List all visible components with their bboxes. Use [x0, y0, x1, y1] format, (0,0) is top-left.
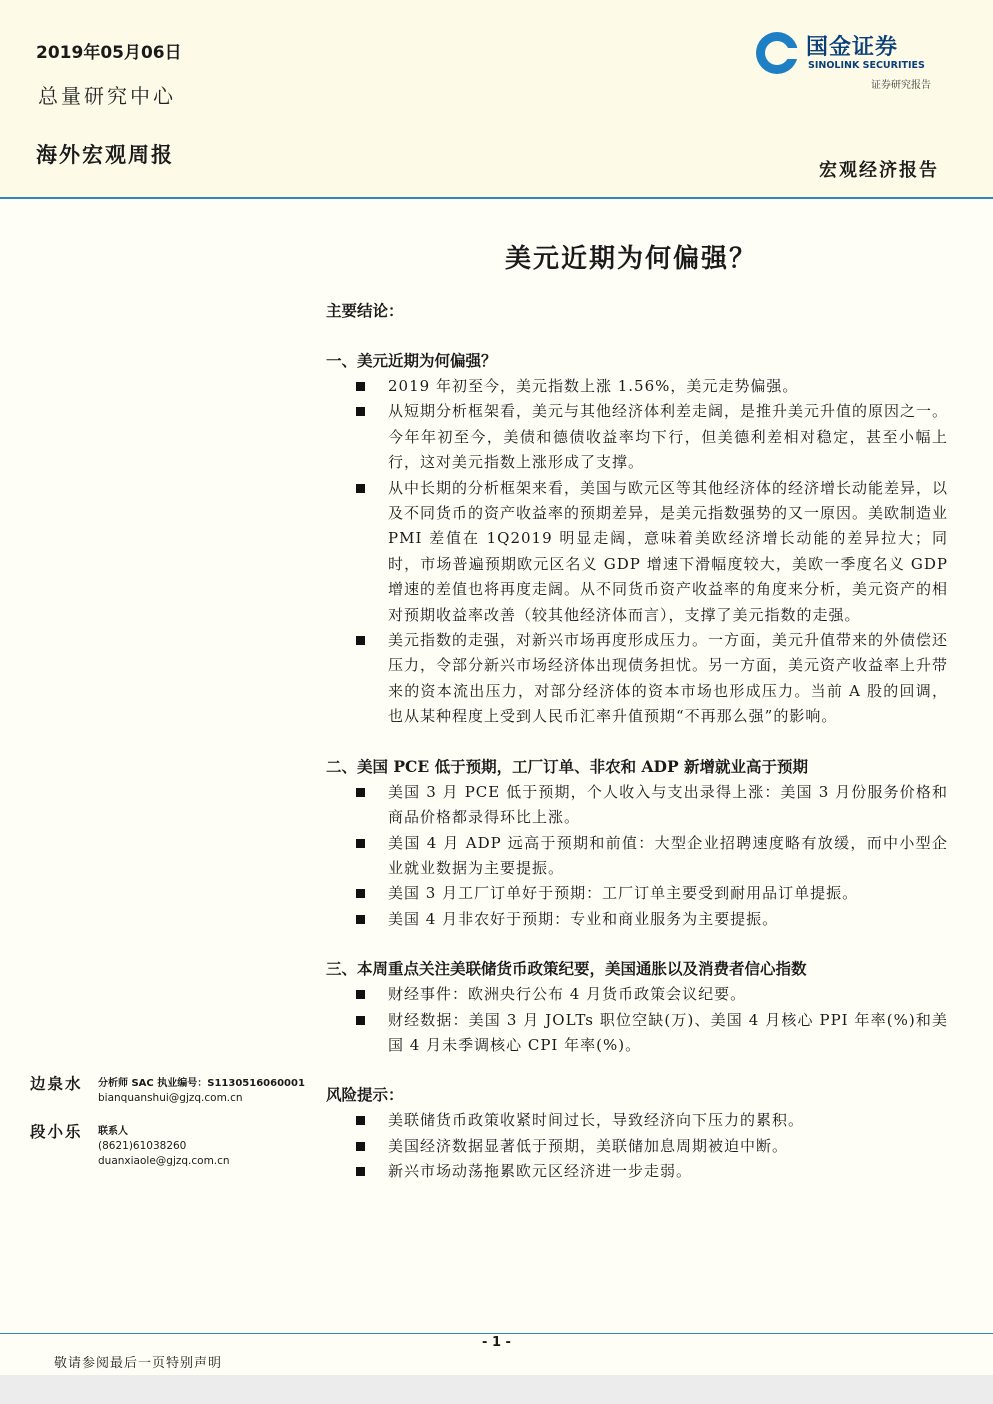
square-bullet-icon [356, 788, 365, 797]
list-item: 财经事件：欧洲央行公布 4 月货币政策会议纪要。 [326, 982, 948, 1007]
list-item: 美国 4 月 ADP 远高于预期和前值：大型企业招聘速度略有放缓，而中小型企业就业数据为主要提振。 [326, 831, 948, 882]
square-bullet-icon [356, 407, 365, 416]
square-bullet-icon [356, 915, 365, 924]
main-content [326, 298, 948, 1185]
analyst-name: 边泉水 [30, 1074, 83, 1093]
list-item: 财经数据：美国 3 月 JOLTs 职位空缺(万)、美国 4 月核心 PPI 年率(%)和美国 4 月未季调核心 CPI 年率(%)。 [326, 1008, 948, 1059]
footer-divider [0, 1333, 993, 1334]
bullet-list [326, 374, 948, 730]
risk-heading: 风险提示： [326, 1085, 404, 1105]
section-heading: 一、美元近期为何偏强？ [326, 351, 497, 370]
bullet-list [326, 982, 948, 1058]
footer-disclaimer: 敬请参阅最后一页特别声明 [54, 1356, 223, 1371]
summary-label: 主要结论： [326, 301, 404, 320]
analyst-info [98, 1124, 230, 1169]
logo-subtitle: 证券研究报告 [871, 80, 931, 91]
list-item: 从中长期的分析框架来看，美国与欧元区等其他经济体的经济增长动能差异，以及不同货币的资产收益率的预期差异，是美元指数强势的又一原因。美欧制造业 PMI 差值在 1Q2019 明显走阔，意味着美欧经济增长动能的差异拉大；同时，市场普遍预期欧元区名义 GDP 增速下滑幅度较大，美欧一季度名义 GDP 增速的差值也将再度走阔。从不同货币资产收益率的角度来分析，美元资产的相对预期收益率改善（较其他经济体而言），支撑了美元指数的走强。 [326, 476, 948, 628]
analyst-phone: (8621)61038260 [98, 1140, 187, 1152]
square-bullet-icon [356, 636, 365, 645]
section-heading: 二、美国 PCE 低于预期，工厂订单、非农和 ADP 新增就业高于预期 [326, 756, 809, 776]
list-item: 美国 3 月 PCE 低于预期，个人收入与支出录得上涨：美国 3 月份服务价格和商品价格都录得环比上涨。 [326, 780, 948, 831]
bullet-list [326, 780, 948, 932]
analyst-role: 分析师 SAC 执业编号：S1130516060001 [98, 1078, 305, 1089]
page-number: - 1 - [482, 1335, 511, 1350]
logo-mark-icon [756, 32, 798, 74]
analyst-email[interactable]: duanxiaole@gjzq.com.cn [98, 1155, 230, 1167]
report-date: 2019年05月06日 [36, 43, 182, 63]
section-heading: 三、本周重点关注美联储货币政策纪要，美国通胀以及消费者信心指数 [326, 959, 807, 979]
square-bullet-icon [356, 1167, 365, 1176]
logo-chinese-name: 国金证券 [806, 35, 899, 60]
list-item: 美联储货币政策收紧时间过长，导致经济向下压力的累积。 [326, 1108, 948, 1133]
footer-band [0, 1375, 993, 1404]
square-bullet-icon [356, 889, 365, 898]
list-item: 美国经济数据显著低于预期，美联储加息周期被迫中断。 [326, 1134, 948, 1159]
analyst-role: 联系人 [98, 1126, 128, 1137]
report-type: 宏观经济报告 [819, 160, 939, 181]
square-bullet-icon [356, 1142, 365, 1151]
analyst-info [98, 1076, 305, 1106]
square-bullet-icon [356, 1116, 365, 1125]
logo-english-name: SINOLINK SECURITIES [808, 60, 925, 71]
header-divider [0, 197, 993, 199]
list-item: 美元指数的走强，对新兴市场再度形成压力。一方面，美元升值带来的外债偿还压力，令部分新兴市场经济体出现债务担忧。另一方面，美元资产收益率上升带来的资本流出压力，对部分经济体的资本市场也形成压力。当前 A 股的回调，也从某种程度上受到人民币汇率升值预期“不再那么强”的影响。 [326, 628, 948, 730]
square-bullet-icon [356, 484, 365, 493]
list-item: 新兴市场动荡拖累欧元区经济进一步走弱。 [326, 1159, 948, 1184]
square-bullet-icon [356, 1016, 365, 1025]
square-bullet-icon [356, 382, 365, 391]
list-item: 2019 年初至今，美元指数上涨 1.56%，美元走势偏强。 [326, 374, 948, 399]
page-title: 美元近期为何偏强？ [504, 244, 757, 274]
square-bullet-icon [356, 839, 365, 848]
company-logo [756, 30, 946, 100]
analyst-email[interactable]: bianquanshui@gjzq.com.cn [98, 1092, 243, 1104]
analyst-name: 段小乐 [30, 1122, 83, 1141]
report-series: 海外宏观周报 [36, 142, 174, 167]
bullet-list [326, 1108, 948, 1184]
list-item: 从短期分析框架看，美元与其他经济体利差走阔，是推升美元升值的原因之一。今年年初至今，美债和德债收益率均下行，但美德利差相对稳定，甚至小幅上行，这对美元指数上涨形成了支撑。 [326, 399, 948, 475]
square-bullet-icon [356, 990, 365, 999]
department-name: 总量研究中心 [38, 84, 176, 108]
list-item: 美国 3 月工厂订单好于预期：工厂订单主要受到耐用品订单提振。 [326, 881, 948, 906]
list-item: 美国 4 月非农好于预期：专业和商业服务为主要提振。 [326, 907, 948, 932]
